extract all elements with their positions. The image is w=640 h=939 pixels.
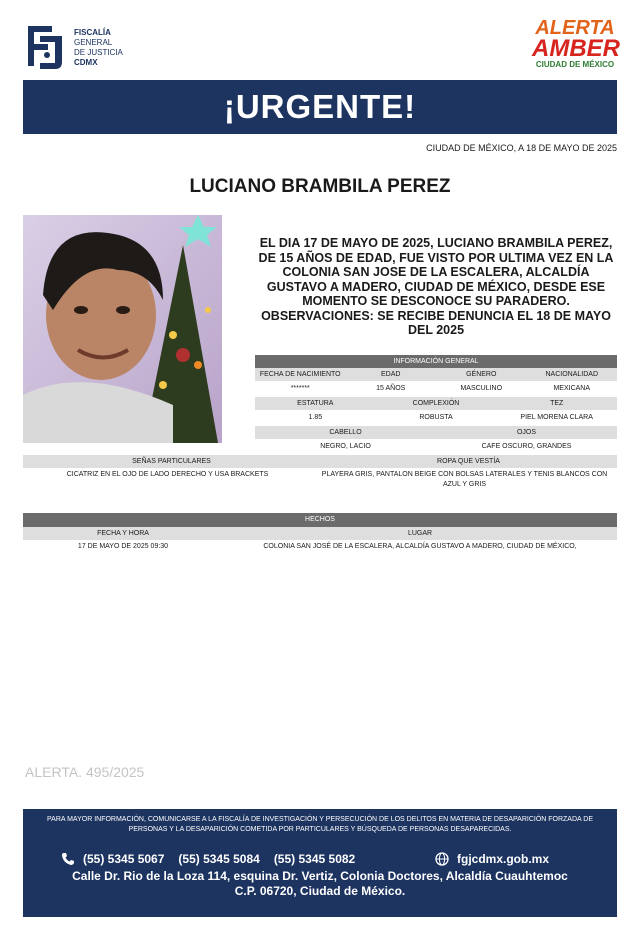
footer-address (23, 869, 617, 899)
logo-line4: CDMX (74, 58, 98, 67)
globe-icon (435, 852, 449, 866)
info-header: OJOS (516, 429, 537, 436)
info-header: COMPLEXIÓN (412, 400, 460, 407)
info-header: GÉNERO (466, 371, 497, 378)
info-header: FECHA DE NACIMIENTO (259, 371, 341, 378)
amber-line3: CIUDAD DE MÉXICO (535, 60, 615, 69)
logo-line2: GENERAL (74, 38, 113, 47)
address-line2: C.P. 06720, Ciudad de México. (234, 884, 406, 898)
senas-value: CICATRIZ EN EL OJO DE LADO DERECHO Y USA BRACKETS (66, 471, 269, 478)
info-value-row-2 (255, 410, 617, 426)
info-value: 1.85 (308, 414, 323, 421)
hechos-title: HECHOS (23, 513, 617, 527)
address-line1: Calle Dr. Rio de la Loza 114, esquina Dr. Vertiz, Colonia Doctores, Alcaldía Cuauhtemoc (72, 869, 568, 883)
amber-line1: ALERTA (535, 17, 615, 39)
footer-note: PARA MAYOR INFORMACIÓN, COMUNICARSE A LA FISCALÍA DE INVESTIGACIÓN Y PERSECUCIÓN DE LOS DELITOS EN MATERIA DE DESAPARICIÓN FORZADA DE PERSONAS Y LA DESAPARICIÓN COMETIDA POR PARTICULARES Y BÚSQUEDA DE PERSONAS DESAPARECIDAS. (47, 816, 593, 833)
senas-header-row (23, 455, 617, 468)
fgj-logo-icon (22, 22, 70, 72)
header (0, 0, 640, 80)
ropa-header: ROPA QUE VESTÍA (437, 458, 500, 465)
amber-line2: AMBER (532, 35, 620, 62)
info-header-row-2 (255, 397, 617, 410)
info-table (255, 355, 617, 455)
info-header: NACIONALIDAD (545, 371, 598, 378)
hechos-header-place: LUGAR (407, 530, 433, 537)
hechos-header-row (23, 527, 617, 540)
phone-number[interactable]: (55) 5345 5082 (273, 852, 356, 866)
info-value: CAFE OSCURO, GRANDES (481, 443, 572, 450)
info-value: 15 AÑOS (376, 385, 406, 392)
info-value: ******* (290, 385, 310, 392)
footer-web (435, 852, 549, 866)
hechos-value-row (23, 540, 617, 553)
footer-phones (61, 852, 369, 866)
senas-value-row (23, 468, 617, 490)
ropa-value: PLAYERA GRIS, PANTALON BEIGE CON BOLSAS LATERALES Y TENIS BLANCOS CON AZUL Y GRIS (321, 471, 608, 488)
info-value: ROBUSTA (419, 414, 453, 421)
senas-header: SEÑAS PARTICULARES (132, 458, 211, 465)
logo-line1: FISCALÍA (74, 28, 111, 37)
case-description: EL DIA 17 DE MAYO DE 2025, LUCIANO BRAMBILA PEREZ, DE 15 AÑOS DE EDAD, FUE VISTO POR ULTIMA VEZ EN LA COLONIA SAN JOSE DE LA ESCALERA, ALCALDÍA GUSTAVO A MADERO, CIUDAD DE MÉXICO, DESDE ESE MOMENTO SE DESCONOCE SU PARADERO. OBSERVACIONES: SE RECIBE DENUNCIA EL 18 DE MAYO DEL 2025 (258, 236, 614, 337)
person-name: LUCIANO BRAMBILA PEREZ (189, 176, 451, 197)
logo-line3: DE JUSTICIA (74, 48, 123, 57)
hechos-place: COLONIA SAN JOSÉ DE LA ESCALERA, ALCALDÍA GUSTAVO A MADERO, CIUDAD DE MÉXICO, (263, 543, 577, 550)
info-value: MASCULINO (460, 385, 503, 392)
hechos-date: 17 DE MAYO DE 2025 09:30 (77, 543, 169, 550)
alert-number: ALERTA. 495/2025 (25, 764, 145, 780)
info-value: PIEL MORENA CLARA (520, 414, 593, 421)
phone-number[interactable]: (55) 5345 5067 (83, 852, 165, 866)
urgent-banner: ¡URGENTE! (23, 80, 617, 134)
issue-date: CIUDAD DE MÉXICO, A 18 DE MAYO DE 2025 (426, 143, 617, 153)
info-value: MEXICANA (553, 385, 591, 392)
info-value-row-1 (255, 381, 617, 397)
info-header: TEZ (550, 400, 564, 407)
alerta-amber-logo (532, 18, 618, 78)
footer (23, 809, 617, 917)
info-title: INFORMACIÓN GENERAL (255, 355, 617, 368)
logo-text (74, 28, 123, 68)
info-header: ESTATURA (297, 400, 334, 407)
website-link[interactable]: fgjcdmx.gob.mx (457, 852, 550, 866)
info-header-row-3 (255, 426, 617, 439)
info-value: NEGRO, LACIO (320, 443, 371, 450)
phone-number[interactable]: (55) 5345 5084 (178, 852, 260, 866)
info-header: EDAD (381, 371, 401, 378)
senas-table (23, 455, 617, 490)
person-photo (23, 215, 222, 443)
info-value-row-3 (255, 439, 617, 455)
phone-icon (61, 852, 75, 866)
hechos-header-date: FECHA Y HORA (97, 530, 149, 537)
info-header-row-1 (255, 368, 617, 381)
info-header: CABELLO (329, 429, 362, 436)
